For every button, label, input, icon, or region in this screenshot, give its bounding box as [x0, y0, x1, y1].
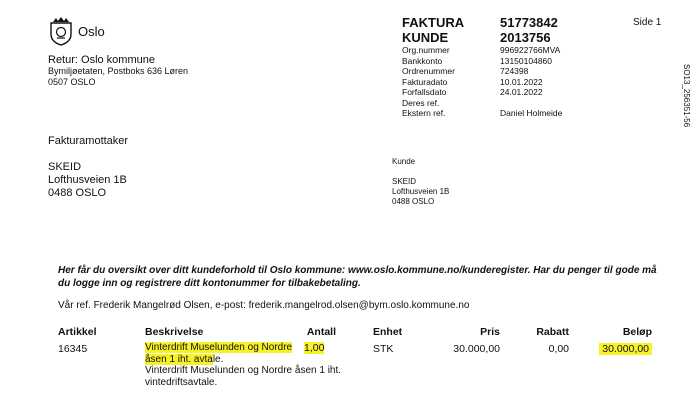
detail-value: 996922766MVA	[500, 45, 561, 55]
cell-antall: 1,00	[304, 342, 325, 354]
reference-line: Vår ref. Frederik Mangelrød Olsen, e-post: frederik.mangelrod.olsen@bym.oslo.kommune.no	[58, 300, 470, 311]
detail-label: Ekstern ref.	[402, 108, 446, 118]
col-header-enhet: Enhet	[373, 326, 403, 338]
highlighted-text: åsen 1 iht. avta	[145, 353, 213, 365]
col-header-belop: Beløp	[622, 326, 652, 338]
detail-label: Fakturadato	[402, 76, 448, 87]
side-code: SO13_256351-56	[682, 64, 691, 128]
cell-enhet: STK	[373, 343, 394, 355]
detail-value: 13150104860	[500, 55, 553, 66]
detail-value	[500, 98, 562, 109]
desc-line: vintedriftsavtale.	[145, 376, 218, 388]
desc-line: Vinterdrift Muselunden og Nordre åsen 1 iht.	[145, 365, 342, 376]
cell-antall-wrap	[304, 342, 324, 354]
detail-value: 10.01.2022	[500, 76, 543, 87]
detail-label: Bankkonto	[402, 55, 443, 66]
page-number: Side 1	[633, 17, 662, 28]
return-address	[48, 55, 188, 88]
customer-street: Lofthusveien 1B	[392, 187, 450, 196]
customer-name: SKEID	[392, 177, 417, 186]
detail-label: Ordrenummer	[402, 66, 455, 76]
detail-value: 724398	[500, 66, 529, 76]
customer-address	[392, 177, 449, 207]
invoice-number: 51773842	[500, 15, 558, 30]
desc-text: le.	[212, 353, 224, 365]
col-header-beskrivelse: Beskrivelse	[145, 326, 204, 338]
recipient-city: 0488 OSLO	[48, 187, 107, 199]
kunde-label: KUNDE	[402, 30, 449, 45]
return-line-3: 0507 OSLO	[48, 77, 96, 87]
info-text: Her får du oversikt over ditt kundeforhold til Oslo kommune: www.oslo.kommune.no/kunderegister. Har du penger til gode må du logge inn og registrere ditt kontonummer for tilbakebetaling.	[58, 265, 657, 289]
detail-label: Deres ref.	[402, 97, 440, 108]
logo-text: Oslo	[78, 24, 105, 39]
return-line-1: Retur: Oslo kommune	[48, 54, 155, 66]
cell-belop: 30.000,00	[599, 343, 652, 355]
oslo-crest-icon	[48, 16, 74, 46]
detail-label: Org.nummer	[402, 45, 450, 55]
detail-label: Forfallsdato	[402, 87, 447, 97]
col-header-artikkel: Artikkel	[58, 326, 97, 338]
cell-belop-wrap	[590, 343, 652, 355]
recipient-street: Lofthusveien 1B	[48, 174, 127, 186]
col-header-antall: Antall	[306, 326, 336, 338]
return-line-2: Bymiljøetaten, Postboks 636 Løren	[48, 66, 189, 76]
cell-pris: 30.000,00	[453, 343, 500, 355]
detail-value: 24.01.2022	[500, 87, 543, 97]
col-header-rabatt: Rabatt	[536, 326, 569, 338]
recipient-address	[48, 161, 127, 200]
faktura-label: FAKTURA	[402, 15, 465, 30]
detail-values	[500, 45, 562, 119]
cell-rabatt: 0,00	[548, 343, 569, 355]
invoice-header-labels	[402, 15, 464, 45]
recipient-label: Fakturamottaker	[48, 135, 129, 147]
col-header-pris: Pris	[480, 326, 500, 338]
cell-artikkel: 16345	[58, 343, 88, 355]
recipient-name: SKEID	[48, 161, 82, 173]
detail-value: Daniel Holmeide	[500, 108, 563, 118]
highlighted-text: Vinterdrift Muselunden og Nordre	[145, 342, 293, 353]
invoice-header-values	[500, 15, 558, 45]
customer-city: 0488 OSLO	[392, 197, 435, 206]
customer-number: 2013756	[500, 30, 551, 45]
customer-label: Kunde	[392, 157, 416, 166]
detail-labels	[402, 45, 455, 119]
